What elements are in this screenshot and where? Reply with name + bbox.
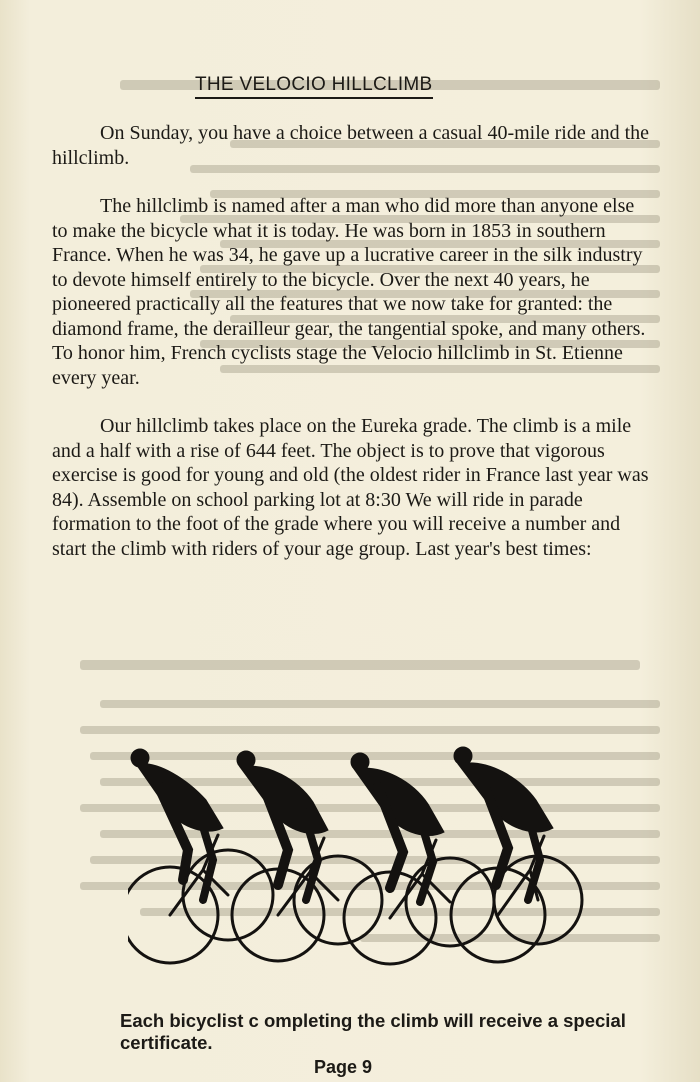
page-number: Page 9 [314,1057,373,1077]
article-body [52,121,652,585]
cyclist-figure-4 [451,747,582,962]
paragraph-history: The hillclimb is named after a man who did more than anyone else to make the bicycle what it is today. He was born in 1853 in southern France. When he was 34, he gave up a lucrative career in the silk industry to devote himself entirely to the bicycle. Over the next 40 years, he pioneered practically all the features that we now take for granted: the diamond frame, the derailleur gear, the tangential spoke, and many others. To honor him, French cyclists stage the Velocio hillclimb in St. Etienne every year. [52,195,646,389]
paragraph-details: Our hillclimb takes place on the Eureka grade. The climb is a mile and a half with a rise of 644 feet. The object is to prove that vigorous exercise is good for young and old (the oldest rider in France last year was 84). Assemble on school parking lot at 8:30 We will ride in parade formation to the foot of the grade where you will receive a number and start the climb with riders of your age group. Last year's best times: [52,415,649,560]
page-title: THE VELOCIO HILLCLIMB [195,74,433,99]
paragraph-intro: On Sunday, you have a choice between a casual 40-mile ride and the hillclimb. [52,122,650,169]
cyclists-illustration [128,740,588,975]
certificate-caption: Each bicyclist c ompleting the climb will receive a special certificate. [120,1010,626,1053]
